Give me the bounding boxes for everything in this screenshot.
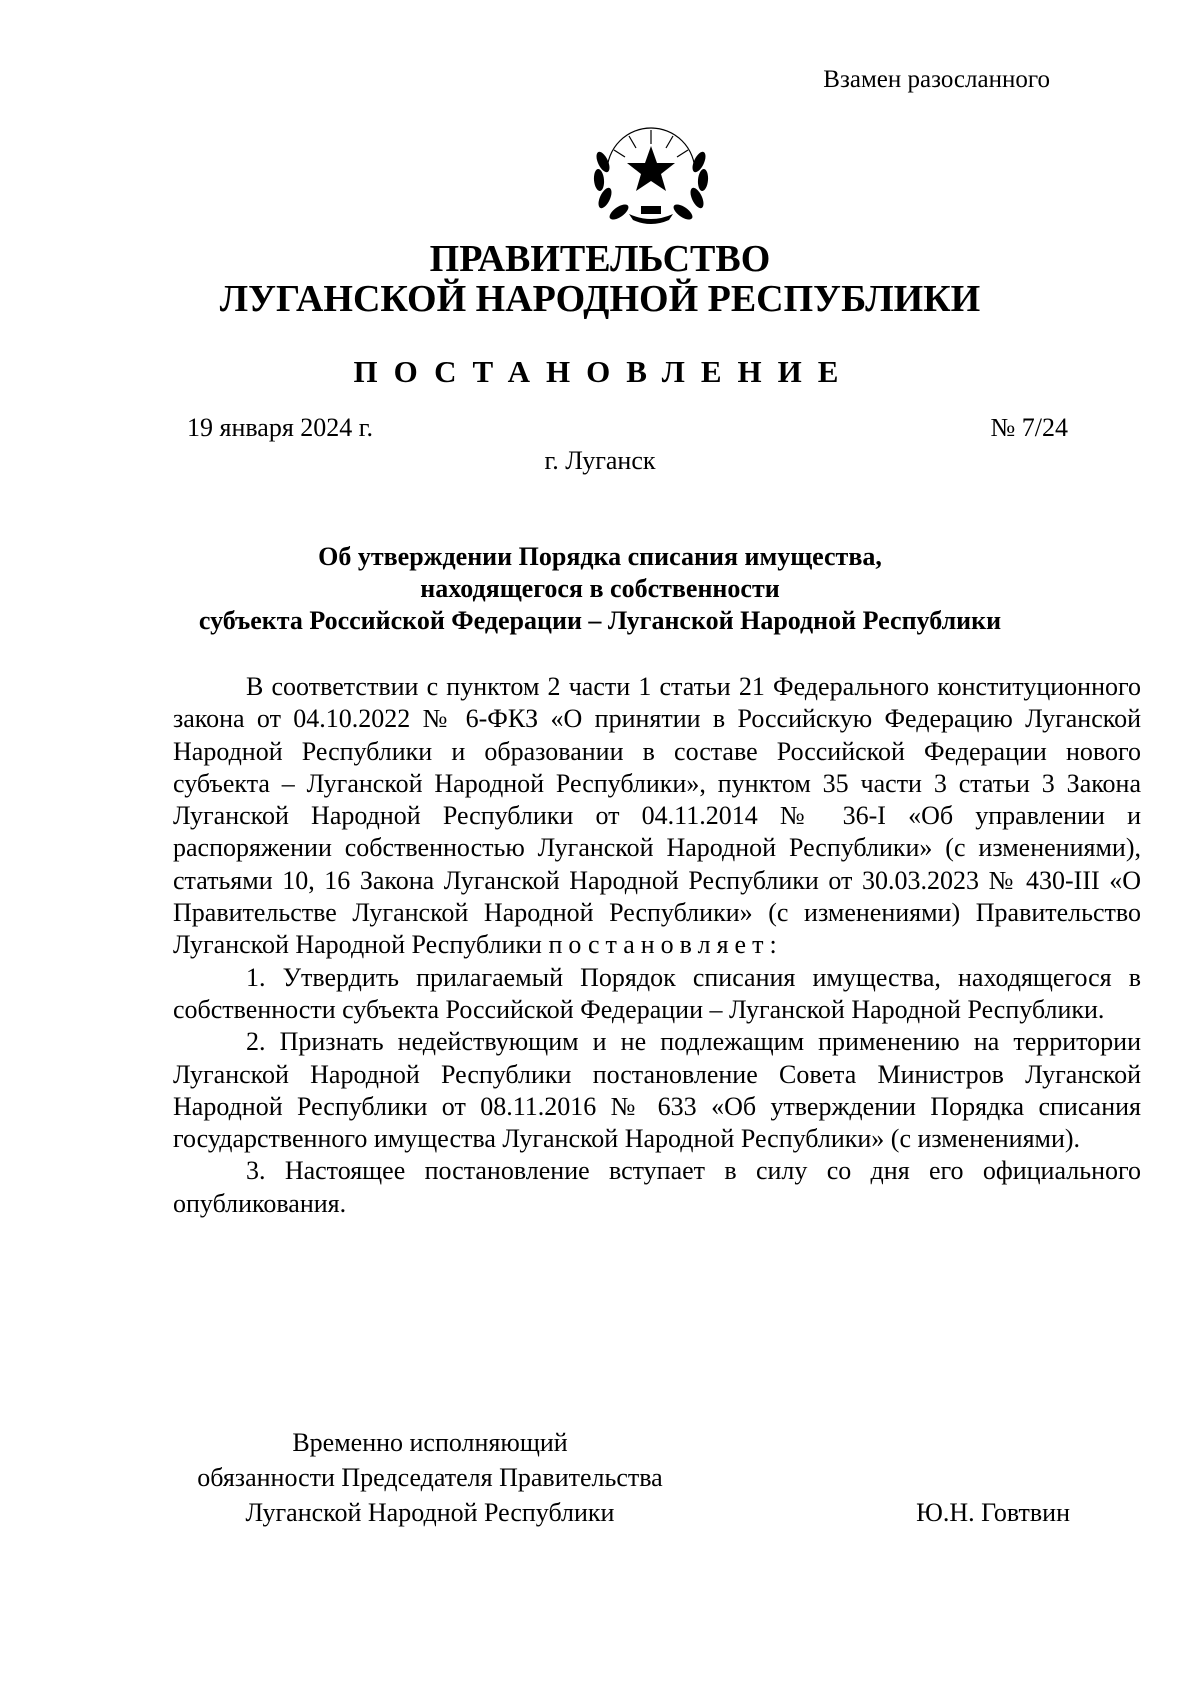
preamble-text: В соответствии с пунктом 2 части 1 статьи 21 Федерального конституционного закона от 04.10.2022 № 6-ФКЗ «О принятии в Российскую Федерацию Луганской Народной Республики и образовании в составе Российской Федерации нового субъекта – Луганской Народной Республики», пунктом 35 части 3 статьи 3 Закона Луганской Народной Республики от 04.11.2014 № 36-I «Об управлении и распоряжении собственностью Луганской Народной Республики» (с изменениями), статьями 10, 16 Закона Луганской Народной Республики от 30.03.2023 № 430-III «О Правительстве Луганской Народной Республики» (с изменениями) Правительство Луганской Народной Республики [173, 672, 1141, 960]
item-3: 3. Настоящее постановление вступает в силу со дня его официального опубликования. [173, 1156, 1141, 1218]
document-date: 19 января 2024 г. [187, 413, 374, 442]
document-type-heading: ПОСТАНОВЛЕНИЕ [353, 354, 855, 389]
item-2: 2. Признать недействующим и не подлежащим применению на территории Луганской Народной Республики постановление Совета Министров Луганской Народной Республики от 08.11.2016 № 633 «Об утверждении Порядка списания государственного имущества Луганской Народной Республики» (с изменениями). [173, 1027, 1141, 1154]
preamble-paragraph [173, 671, 1141, 962]
government-title-line1: ПРАВИТЕЛЬСТВО [429, 238, 771, 280]
decree-word: постановляет: [548, 930, 783, 960]
signatory-position-line1: Временно исполняющий [292, 1428, 568, 1457]
item-1: 1. Утвердить прилагаемый Порядок списания имущества, находящегося в собственности субъекта Российской Федерации – Луганской Народной Республики. [173, 962, 1141, 1024]
replacement-note: Взамен разосланного [823, 66, 1050, 93]
subject-line1: Об утверждении Порядка списания имущества, [318, 542, 882, 571]
document-city: г. Луганск [544, 446, 656, 475]
document-number: № 7/24 [990, 413, 1068, 442]
government-title-line2: ЛУГАНСКОЙ НАРОДНОЙ РЕСПУБЛИКИ [219, 278, 981, 320]
signatory-position-line2: обязанности Председателя Правительства [197, 1463, 663, 1492]
signatory-position-line3: Луганской Народной Республики [245, 1498, 615, 1527]
document-body [173, 671, 1141, 1220]
subject-line3: субъекта Российской Федерации – Луганской Народной Республики [198, 606, 1002, 635]
lpr-coat-of-arms-icon [589, 122, 713, 226]
subject-line2: находящегося в собственности [420, 574, 780, 603]
signatory-name: Ю.Н. Говтвин [916, 1498, 1070, 1527]
